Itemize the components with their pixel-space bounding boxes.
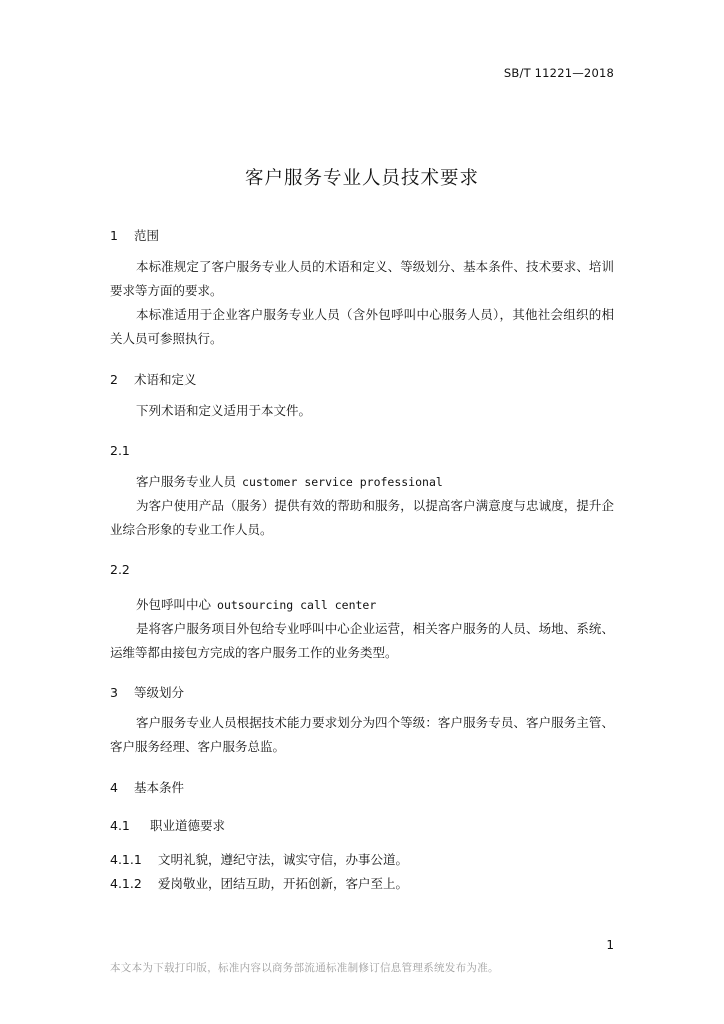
clause-text: 文明礼貌，遵纪守法，诚实守信，办事公道。 <box>157 852 408 867</box>
term-2-2-number: 2.2 <box>110 562 130 577</box>
term-2-1-number: 2.1 <box>110 443 130 458</box>
section-3-paragraph: 客户服务专业人员根据技术能力要求划分为四个等级：客户服务专员、客户服务主管、客户服务经理、客户服务总监。 <box>110 715 614 754</box>
subsection-number: 4.1 <box>110 818 130 833</box>
term-en: customer service professional <box>242 475 443 489</box>
section-4-heading <box>110 778 184 796</box>
section-2-heading <box>110 370 197 388</box>
term-2-1-definition: 为客户使用产品（服务）提供有效的帮助和服务，以提高客户满意度与忠诚度，提升企业综合形象的专业工作人员。 <box>110 498 614 537</box>
section-number: 1 <box>110 228 118 243</box>
document-title: 客户服务专业人员技术要求 <box>244 168 479 189</box>
section-number: 2 <box>110 372 118 387</box>
clause-number: 4.1.2 <box>110 876 142 891</box>
clause-text: 爱岗敬业，团结互助，开拓创新，客户至上。 <box>157 876 408 891</box>
subsection-4-1-heading <box>110 816 225 834</box>
standard-code: SB/T 11221—2018 <box>503 66 614 80</box>
clause-4-1-1 <box>110 850 408 868</box>
section-1-heading <box>110 226 159 244</box>
term-2-1-heading <box>136 472 443 490</box>
section-title: 范围 <box>133 228 159 243</box>
term-2-2-heading <box>136 595 376 613</box>
clause-number: 4.1.1 <box>110 852 142 867</box>
term-2-2-definition: 是将客户服务项目外包给专业呼叫中心企业运营，相关客户服务的人员、场地、系统、运维等都由接包方完成的客户服务工作的业务类型。 <box>110 621 614 660</box>
section-title: 术语和定义 <box>133 372 197 387</box>
clause-4-1-2 <box>110 874 408 892</box>
term-zh: 客户服务专业人员 <box>136 474 237 489</box>
section-3-heading <box>110 683 184 701</box>
section-1-paragraph-1: 本标准规定了客户服务专业人员的术语和定义、等级划分、基本条件、技术要求、培训要求等方面的要求。 <box>110 259 614 298</box>
section-title: 基本条件 <box>133 780 184 795</box>
section-number: 3 <box>110 685 118 700</box>
section-title: 等级划分 <box>133 685 184 700</box>
section-2-intro: 下列术语和定义适用于本文件。 <box>136 403 312 418</box>
footer-note: 本文本为下载打印版，标准内容以商务部流通标准制修订信息管理系统发布为准。 <box>110 962 499 974</box>
term-zh: 外包呼叫中心 <box>136 597 212 612</box>
section-1-paragraph-2: 本标准适用于企业客户服务专业人员（含外包呼叫中心服务人员），其他社会组织的相关人员可参照执行。 <box>110 307 614 346</box>
page-number: 1 <box>606 938 614 952</box>
section-number: 4 <box>110 780 118 795</box>
subsection-title: 职业道德要求 <box>149 818 225 833</box>
term-en: outsourcing call center <box>217 598 377 612</box>
